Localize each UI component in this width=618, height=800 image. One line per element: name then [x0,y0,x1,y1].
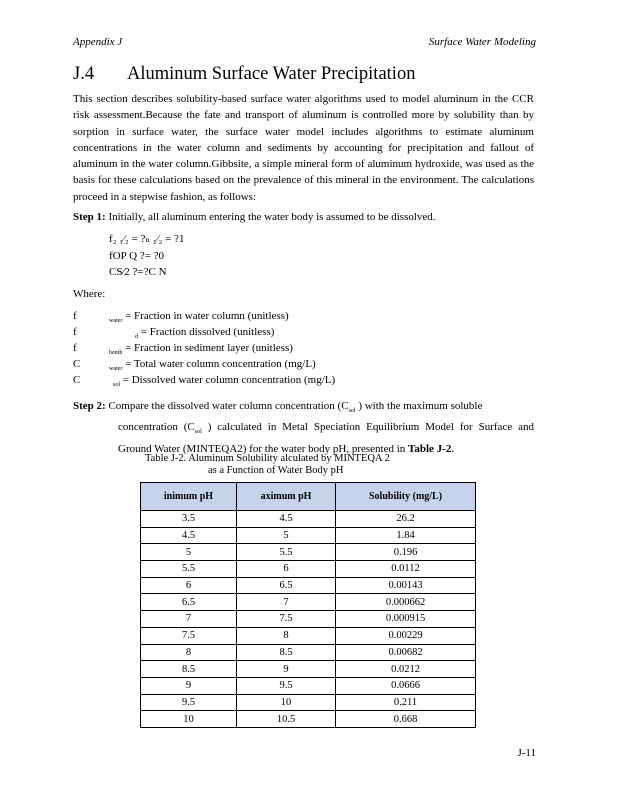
table-row [141,577,476,594]
section-title: Aluminum Surface Water Precipitation [127,64,416,84]
definition-row [73,308,335,324]
table-cell: 26.2 [336,511,476,528]
step-2-subscript-2: sol [194,429,202,436]
step-2-text-a: concentration (C [118,421,195,434]
table-cell: 8 [237,627,336,644]
definition-text: = Total water column concentration (mg/L) [125,358,316,370]
definition-symbol: C [73,358,81,370]
equation-1: f₂ ₁⁄₂ = ?ₙ ₁⁄₂ = ?1 [109,233,185,245]
table-cell: 0.0112 [336,561,476,578]
table-cell: 0.0666 [336,677,476,694]
equation-3: CS⁄2 ?=?C N [109,266,167,278]
step-2-text-start: Compare the dissolved water column concentration (C [108,400,349,412]
table-cell: 9.5 [141,694,237,711]
column-header-solubility: Solubility (mg/L) [336,483,476,511]
table-row [141,511,476,528]
running-header-right: Surface Water Modeling [428,36,536,48]
table-row [141,544,476,561]
table-cell: 0.0212 [336,661,476,678]
table-row [141,677,476,694]
definition-text: = Fraction dissolved (unitless) [140,326,275,338]
step-1-label: Step 1: [73,211,106,223]
section-number: J.4 [73,64,95,84]
where-label: Where: [73,288,106,300]
table-reference: Table J-2 [408,442,452,455]
table-cell: 5 [141,544,237,561]
table-row [141,661,476,678]
definition-subscript: benth [109,350,123,357]
definition-symbol: f [73,326,77,338]
table-cell: 1.84 [336,527,476,544]
table-cell: 0.668 [336,711,476,728]
definition-row [73,340,335,356]
definition-subscript: d [135,334,138,341]
table-cell: 9.5 [237,677,336,694]
definition-subscript: water [109,318,123,325]
solubility-table [140,482,476,728]
table-cell: 10.5 [237,711,336,728]
table-cell: 9 [237,661,336,678]
table-row [141,527,476,544]
definition-text: = Dissolved water column concentration (mg/L) [122,374,336,386]
table-cell: 8.5 [141,661,237,678]
table-cell: 7.5 [237,611,336,628]
table-header-row [141,483,476,511]
definition-row [73,372,335,388]
step-1-text: Initially, all aluminum entering the water body is assumed to be dissolved. [108,211,436,223]
table-cell: 6 [237,561,336,578]
table-cell: 7.5 [141,627,237,644]
table-cell: 7 [237,594,336,611]
table-cell: 0.000662 [336,594,476,611]
table-cell: 4.5 [141,527,237,544]
table-caption-line-2: as a Function of Water Body pH [208,465,344,476]
table-cell: 6.5 [237,577,336,594]
table-row [141,561,476,578]
definition-text: = Fraction in water column (unitless) [125,310,289,322]
running-header-left: Appendix J [73,36,123,48]
step-2-continuation [73,419,534,457]
step-2 [73,398,534,457]
table-row [141,594,476,611]
definition-symbol: f [73,342,77,354]
table-caption [145,453,390,477]
step-2-text-b: ) calculated in Metal Speciation Equilibrium Model for Surface and Ground Water (MINTEQA2) for the water body pH, presented in [118,421,534,455]
table-cell: 3.5 [141,511,237,528]
definition-subscript: water [109,366,123,373]
table-cell: 0.196 [336,544,476,561]
definition-row [73,324,335,340]
definition-symbol: C [73,374,81,386]
page-number: J-11 [517,747,536,759]
equation-2: fOP Q ?= ?0 [109,250,164,262]
table-cell: 6.5 [141,594,237,611]
intro-paragraph: This section describes solubility-based surface water algorithms used to model aluminum in the CCR risk assessment.Because the fate and transport of aluminum is controlled more by solubility than by sorption in surface water, the surface water model includes algorithms to estimate aluminum concentrations in the water column and sediments by accounting for precipitation and fallout of aluminum in the water column.Gibbsite, a simple mineral form of aluminum hydroxide, was used as the basis for these calculations based on the prevalence of this mineral in the environment. The calculations proceed in a stepwise fashion, as follows: [73,93,534,203]
table-cell: 10 [141,711,237,728]
table-row [141,711,476,728]
step-2-text-mid: ) with the maximum soluble [358,400,483,412]
table-cell: 0.211 [336,694,476,711]
table-cell: 9 [141,677,237,694]
table-row [141,627,476,644]
table-cell: 0.000915 [336,611,476,628]
step-1 [73,209,534,225]
table-cell: 10 [237,694,336,711]
table-cell: 0.00143 [336,577,476,594]
definition-subscript: sol [113,382,121,389]
table-cell: 7 [141,611,237,628]
column-header-max-ph: aximum pH [237,483,336,511]
definitions-list [73,308,335,388]
table-cell: 5 [237,527,336,544]
definition-text: = Fraction in sediment layer (unitless) [125,342,293,354]
table-cell: 8 [141,644,237,661]
table-cell: 8.5 [237,644,336,661]
table-row [141,694,476,711]
table-cell: 0.00229 [336,627,476,644]
table-cell: 0.00682 [336,644,476,661]
table-cell: 4.5 [237,511,336,528]
table-caption-line-1: Table J-2. Aluminum Solubility alculated by MINTEQA 2 [145,453,390,464]
table-cell: 5.5 [141,561,237,578]
table-cell: 5.5 [237,544,336,561]
table-row [141,644,476,661]
step-2-subscript: sol [348,408,356,415]
step-2-label: Step 2: [73,400,106,412]
table-row [141,611,476,628]
table-cell: 6 [141,577,237,594]
column-header-min-ph: inimum pH [141,483,237,511]
section-heading [73,64,415,85]
definition-row [73,356,335,372]
step-2-end: . [451,442,455,455]
definition-symbol: f [73,310,77,322]
